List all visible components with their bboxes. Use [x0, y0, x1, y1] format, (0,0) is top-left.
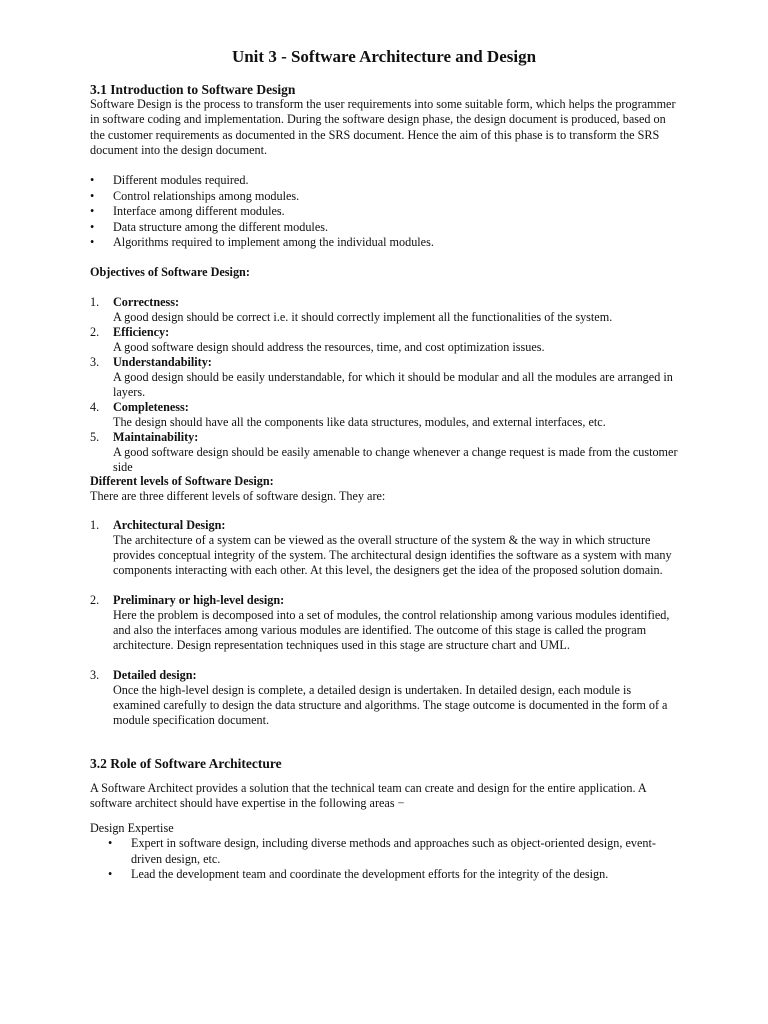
- item-number: 3.: [90, 355, 100, 369]
- objective-description: A good design should be correct i.e. it should correctly implement all the functionalities of the system.: [113, 310, 613, 324]
- list-item: • Expert in software design, including diverse methods and approaches such as object-oriented design, event-driven design, etc.: [108, 836, 680, 867]
- level-term: Architectural Design:: [113, 518, 226, 532]
- design-levels-list: [90, 518, 680, 743]
- objectives-list: [90, 295, 680, 475]
- objective-item: [90, 355, 680, 400]
- levels-heading: Different levels of Software Design:: [90, 474, 274, 488]
- objective-description: A good software design should be easily amenable to change whenever a change request is made from the customer side: [113, 445, 678, 474]
- level-item: [90, 593, 680, 653]
- list-item: • Different modules required.: [90, 173, 680, 189]
- design-expertise-label: Design Expertise: [90, 821, 174, 835]
- item-number: 2.: [90, 593, 100, 607]
- objective-item: [90, 400, 680, 430]
- item-number: 4.: [90, 400, 100, 414]
- list-item: • Control relationships among modules.: [90, 189, 680, 205]
- levels-intro: There are three different levels of software design. They are:: [90, 489, 386, 503]
- objective-term: Correctness:: [113, 295, 180, 309]
- section-heading-intro: 3.1 Introduction to Software Design: [90, 82, 296, 97]
- objective-term: Efficiency:: [113, 325, 170, 339]
- level-description: Here the problem is decomposed into a set of modules, the control relationship among various modules identified, and also the interfaces among various modules are identified. The outcome of this stage is called the program architecture. Design representation techniques used in this stage are structure chart and UML.: [113, 608, 670, 652]
- level-item: [90, 518, 680, 578]
- item-number: 2.: [90, 325, 100, 339]
- objectives-heading: Objectives of Software Design:: [90, 265, 250, 279]
- objective-item: [90, 325, 680, 355]
- item-number: 1.: [90, 518, 100, 532]
- level-description: The architecture of a system can be viewed as the overall structure of the system & the way in which structure provides conceptual integrity of the system. The architectural design identifies the software as a system with many components interacting with each other. At this level, the designers get the idea of the proposed solution domain.: [113, 533, 672, 577]
- list-item: • Data structure among the different modules.: [90, 220, 680, 236]
- item-number: 3.: [90, 668, 100, 682]
- list-item: • Lead the development team and coordinate the development efforts for the integrity of the design.: [108, 867, 680, 883]
- item-number: 5.: [90, 430, 100, 444]
- objective-description: The design should have all the components like data structures, modules, and external interfaces, etc.: [113, 415, 606, 429]
- level-description: Once the high-level design is complete, a detailed design is undertaken. In detailed design, each module is examined carefully to design the data structure and algorithms. The stage outcome is documented in the form of a module specification document.: [113, 683, 668, 727]
- objective-term: Maintainability:: [113, 430, 199, 444]
- item-number: 1.: [90, 295, 100, 309]
- level-term: Preliminary or high-level design:: [113, 593, 285, 607]
- design-elements-list: [90, 173, 680, 251]
- objective-item: [90, 430, 680, 475]
- objective-item: [90, 295, 680, 325]
- expertise-list: [108, 836, 680, 883]
- objective-description: A good design should be easily understandable, for which it should be modular and all the modules are arranged in layers.: [113, 370, 673, 399]
- level-term: Detailed design:: [113, 668, 197, 682]
- objective-term: Understandability:: [113, 355, 212, 369]
- level-item: [90, 668, 680, 728]
- role-paragraph: A Software Architect provides a solution that the technical team can create and design for the entire application. A software architect should have expertise in the following areas −: [90, 781, 647, 811]
- section-heading-role: 3.2 Role of Software Architecture: [90, 756, 282, 771]
- document-title: Unit 3 - Software Architecture and Design: [231, 47, 537, 66]
- objective-term: Completeness:: [113, 400, 189, 414]
- objective-description: A good software design should address the resources, time, and cost optimization issues.: [113, 340, 545, 354]
- list-item: • Algorithms required to implement among the individual modules.: [90, 235, 680, 251]
- list-item: • Interface among different modules.: [90, 204, 680, 220]
- intro-paragraph: Software Design is the process to transform the user requirements into some suitable form, which helps the programmer in software coding and implementation. During the software design phase, the design document is produced, based on the customer requirements as documented in the SRS document. Hence the aim of this phase is to transform the SRS document into the design document.: [90, 97, 676, 157]
